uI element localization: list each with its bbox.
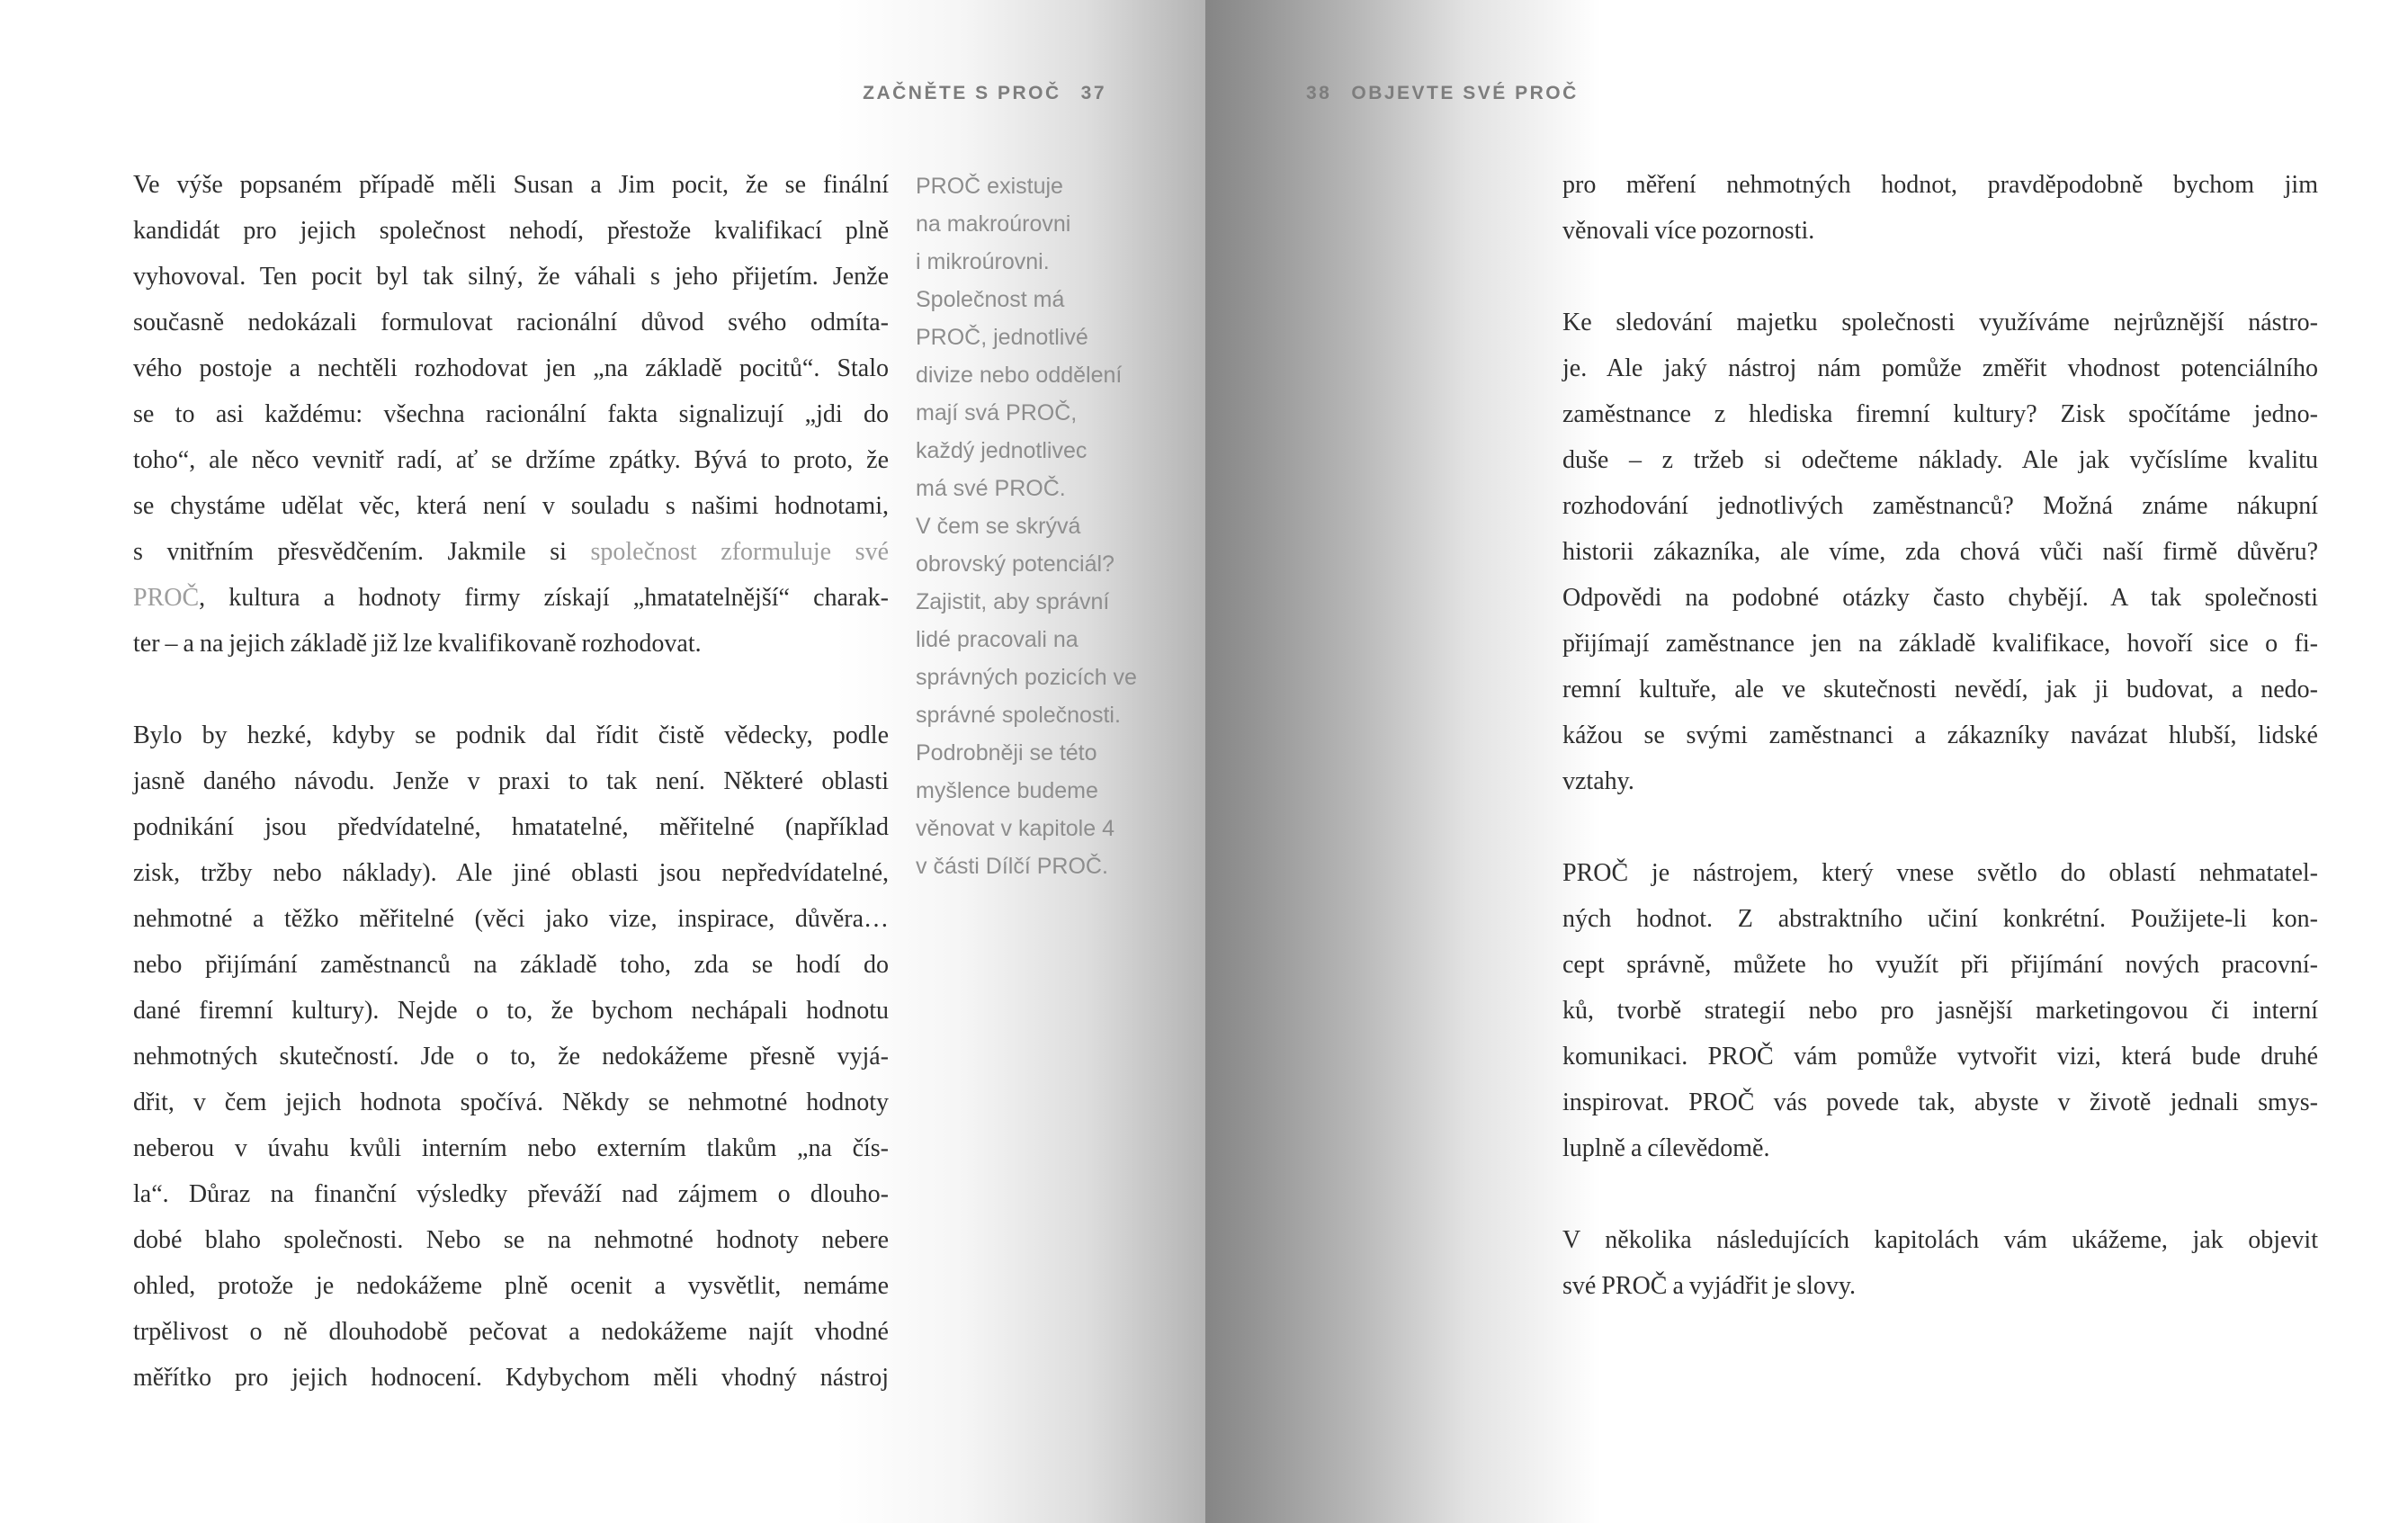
margin-note-line: správné společnosti. [916, 703, 1121, 728]
text-line [133, 804, 889, 850]
text-line [133, 988, 889, 1034]
text-run: nehmotné a těžko měřitelné (věci jako vize, inspirace, důvěra… [133, 905, 889, 933]
text-line [1562, 575, 2318, 621]
highlighted-text-run: společnost zformuluje své [590, 538, 890, 566]
text-line [1562, 942, 2318, 988]
text-run: kážou se svými zaměstnanci a zákazníky navázat hlubší, lidské [1562, 721, 2318, 749]
text-run: Ke sledování majetku společnosti využíváme nejrůznější nástro- [1562, 309, 2318, 336]
text-line [1562, 1217, 2318, 1263]
text-run: vztahy. [1562, 767, 1634, 795]
text-run: Odpovědi na podobné otázky často chybějí. A tak společnosti [1562, 584, 2318, 612]
text-line [1562, 621, 2318, 667]
margin-note-line: Podrobněji se této [916, 740, 1097, 766]
text-line [133, 208, 889, 254]
text-line [1562, 850, 2318, 896]
text-line [133, 621, 889, 667]
text-run: dané firemní kultury). Nejde o to, že bychom nechápali hodnotu [133, 997, 889, 1025]
text-line [133, 1217, 889, 1263]
text-line [133, 712, 889, 758]
text-run: jasně daného návodu. Jenže v praxi to tak není. Některé oblasti [133, 767, 889, 795]
text-line [1562, 1263, 2318, 1309]
text-run: ohled, protože je nedokážeme plně ocenit a vysvětlit, nemáme [133, 1272, 889, 1300]
text-run: ter – a na jejich základě již lze kvalifikovaně rozhodovat. [133, 630, 702, 658]
text-line [1562, 988, 2318, 1034]
page-number: 38 [1306, 83, 1332, 103]
margin-note-line: divize nebo oddělení [916, 363, 1123, 388]
margin-note-line: PROČ, jednotlivé [916, 325, 1088, 350]
text-line [133, 942, 889, 988]
paragraph [1562, 1217, 2318, 1309]
margin-note-line: myšlence budeme [916, 778, 1098, 803]
text-run: luplně a cílevědomě. [1562, 1134, 1770, 1162]
text-line [133, 758, 889, 804]
margin-note-line: správných pozicích ve [916, 665, 1137, 690]
text-line [133, 1034, 889, 1080]
text-run: nehmotných skutečností. Jde o to, že nedokážeme přesně vyjá- [133, 1043, 889, 1071]
text-run: vého postoje a nechtěli rozhodovat jen „na základě pocitů“. Stalo [133, 354, 889, 382]
text-line [133, 1355, 889, 1401]
text-run: se chystáme udělat věc, která není v souladu s našimi hodnotami, [133, 492, 889, 520]
text-run: kandidát pro jejich společnost nehodí, přestože kvalifikací plně [133, 217, 889, 245]
running-head-title: ZAČNĚTE S PROČ [863, 83, 1061, 103]
text-run: toho“, ale něco vevnitř radí, ať se držíme zpátky. Bývá to proto, že [133, 446, 889, 474]
text-run: rozhodování jednotlivých zaměstnanců? Možná známe nákupní [1562, 492, 2318, 520]
paragraph [1562, 850, 2318, 1171]
text-line [1562, 667, 2318, 712]
paragraph [133, 712, 889, 1401]
paragraph [1562, 300, 2318, 804]
margin-note [916, 167, 1195, 885]
text-line [133, 896, 889, 942]
text-run: věnovali více pozornosti. [1562, 217, 1815, 245]
margin-note-line: věnovat v kapitole 4 [916, 816, 1114, 841]
text-run: vyhovoval. Ten pocit byl tak silný, že váhali s jeho přijetím. Jenže [133, 263, 889, 291]
text-line [1562, 345, 2318, 391]
text-run: je. Ale jaký nástroj nám pomůže změřit vhodnost potenciálního [1562, 354, 2318, 382]
text-run: neberou v úvahu kvůli interním nebo externím tlakům „na čís- [133, 1134, 889, 1162]
text-line [133, 437, 889, 483]
text-run: zisk, tržby nebo náklady). Ale jiné oblasti jsou nepředvídatelné, [133, 859, 889, 887]
margin-note-line: Společnost má [916, 287, 1065, 312]
text-line [1562, 896, 2318, 942]
text-line [1562, 300, 2318, 345]
text-run: , kultura a hodnoty firmy získají „hmatatelnější“ charak- [199, 584, 889, 612]
text-line [1562, 712, 2318, 758]
running-head-title: OBJEVTE SVÉ PROČ [1351, 83, 1579, 103]
text-run: ných hodnot. Z abstraktního učiní konkrétní. Použijete-li kon- [1562, 905, 2318, 933]
text-line [133, 1263, 889, 1309]
text-run: trpělivost o ně dlouhodobě pečovat a nedokážeme najít vhodné [133, 1318, 889, 1346]
running-head-right [1306, 81, 1579, 106]
left-page-body-column [133, 162, 889, 1401]
margin-note-line: má své PROČ. [916, 476, 1066, 501]
text-line [1562, 1125, 2318, 1171]
gutter-spine-shadow [1205, 0, 1601, 1523]
text-run: Bylo by hezké, kdyby se podnik dal řídit čistě vědecky, podle [133, 721, 889, 749]
margin-note-line: PROČ existuje [916, 174, 1063, 199]
margin-note-line: v části Dílčí PROČ. [916, 854, 1108, 879]
text-line [1562, 391, 2318, 437]
text-line [1562, 1034, 2318, 1080]
margin-note-line: obrovský potenciál? [916, 551, 1114, 577]
margin-note-line: Zajistit, aby správní [916, 589, 1110, 614]
paragraph [133, 162, 889, 667]
text-line [133, 1171, 889, 1217]
paragraph [1562, 162, 2318, 254]
page-number: 37 [1080, 83, 1106, 103]
text-run: komunikaci. PROČ vám pomůže vytvořit vizi, která bude druhé [1562, 1043, 2318, 1071]
text-line [133, 1080, 889, 1125]
text-run: nebo přijímání zaměstnanců na základě toho, zda se hodí do [133, 951, 889, 979]
margin-note-line: i mikroúrovni. [916, 249, 1050, 274]
text-line [1562, 162, 2318, 208]
text-line [133, 529, 889, 575]
text-run: pro měření nehmotných hodnot, pravděpodobně bychom jim [1562, 171, 2318, 199]
text-line [133, 391, 889, 437]
text-line [1562, 758, 2318, 804]
text-line [1562, 529, 2318, 575]
text-run: přijímají zaměstnance jen na základě kvalifikace, hovoří sice o fi- [1562, 630, 2318, 658]
text-run: dobé blaho společnosti. Nebo se na nehmotné hodnoty nebere [133, 1226, 889, 1254]
text-run: s vnitřním přesvědčením. Jakmile si [133, 538, 591, 566]
text-run: měřítko pro jejich hodnocení. Kdybychom měli vhodný nástroj [133, 1364, 889, 1392]
text-run: V několika následujících kapitolách vám ukážeme, jak objevit [1562, 1226, 2318, 1254]
text-line [133, 162, 889, 208]
text-line [1562, 1080, 2318, 1125]
text-run: současně nedokázali formulovat racionální důvod svého odmíta- [133, 309, 889, 336]
text-line [133, 345, 889, 391]
text-line [133, 1125, 889, 1171]
text-line [133, 1309, 889, 1355]
running-head-left [863, 81, 1106, 106]
text-run: podnikání jsou předvídatelné, hmatatelné, měřitelné (například [133, 813, 889, 841]
margin-note-line: mají svá PROČ, [916, 400, 1078, 426]
text-line [133, 850, 889, 896]
text-run: cept správně, můžete ho využít při přijímání nových pracovní- [1562, 951, 2318, 979]
text-line [133, 254, 889, 300]
text-run: zaměstnance z hlediska firemní kultury? Zisk spočítáme jedno- [1562, 400, 2318, 428]
text-run: ků, tvorbě strategií nebo pro jasnější marketingovou či interní [1562, 997, 2318, 1025]
right-page-body-column [1562, 162, 2318, 1309]
text-line [133, 300, 889, 345]
text-run: dřit, v čem jejich hodnota spočívá. Někdy se nehmotné hodnoty [133, 1088, 889, 1116]
margin-note-line: V čem se skrývá [916, 514, 1081, 539]
text-run: se to asi každému: všechna racionální fakta signalizují „jdi do [133, 400, 889, 428]
text-line [133, 483, 889, 529]
text-run: remní kultuře, ale ve skutečnosti nevědí, jak ji budovat, a nedo- [1562, 676, 2318, 703]
text-line [1562, 208, 2318, 254]
highlighted-text-run: PROČ [133, 584, 200, 612]
text-run: PROČ je nástrojem, který vnese světlo do oblastí nehmatatel- [1562, 859, 2318, 887]
text-line [1562, 483, 2318, 529]
margin-note-line: lidé pracovali na [916, 627, 1079, 652]
text-run: Ve výše popsaném případě měli Susan a Jim pocit, že se finální [133, 171, 889, 199]
text-run: la“. Důraz na finanční výsledky převáží nad zájmem o dlouho- [133, 1180, 889, 1208]
text-run: historii zákazníka, ale víme, zda chová vůči naší firmě důvěru? [1562, 538, 2318, 566]
text-run: své PROČ a vyjádřit je slovy. [1562, 1272, 1857, 1300]
text-line [133, 575, 889, 621]
margin-note-line: na makroúrovni [916, 211, 1071, 237]
text-run: inspirovat. PROČ vás povede tak, abyste v životě jednali smys- [1562, 1088, 2318, 1116]
margin-note-line: každý jednotlivec [916, 438, 1088, 463]
text-run: duše – z tržeb si odečteme náklady. Ale jak vyčíslíme kvalitu [1562, 446, 2318, 474]
text-line [1562, 437, 2318, 483]
